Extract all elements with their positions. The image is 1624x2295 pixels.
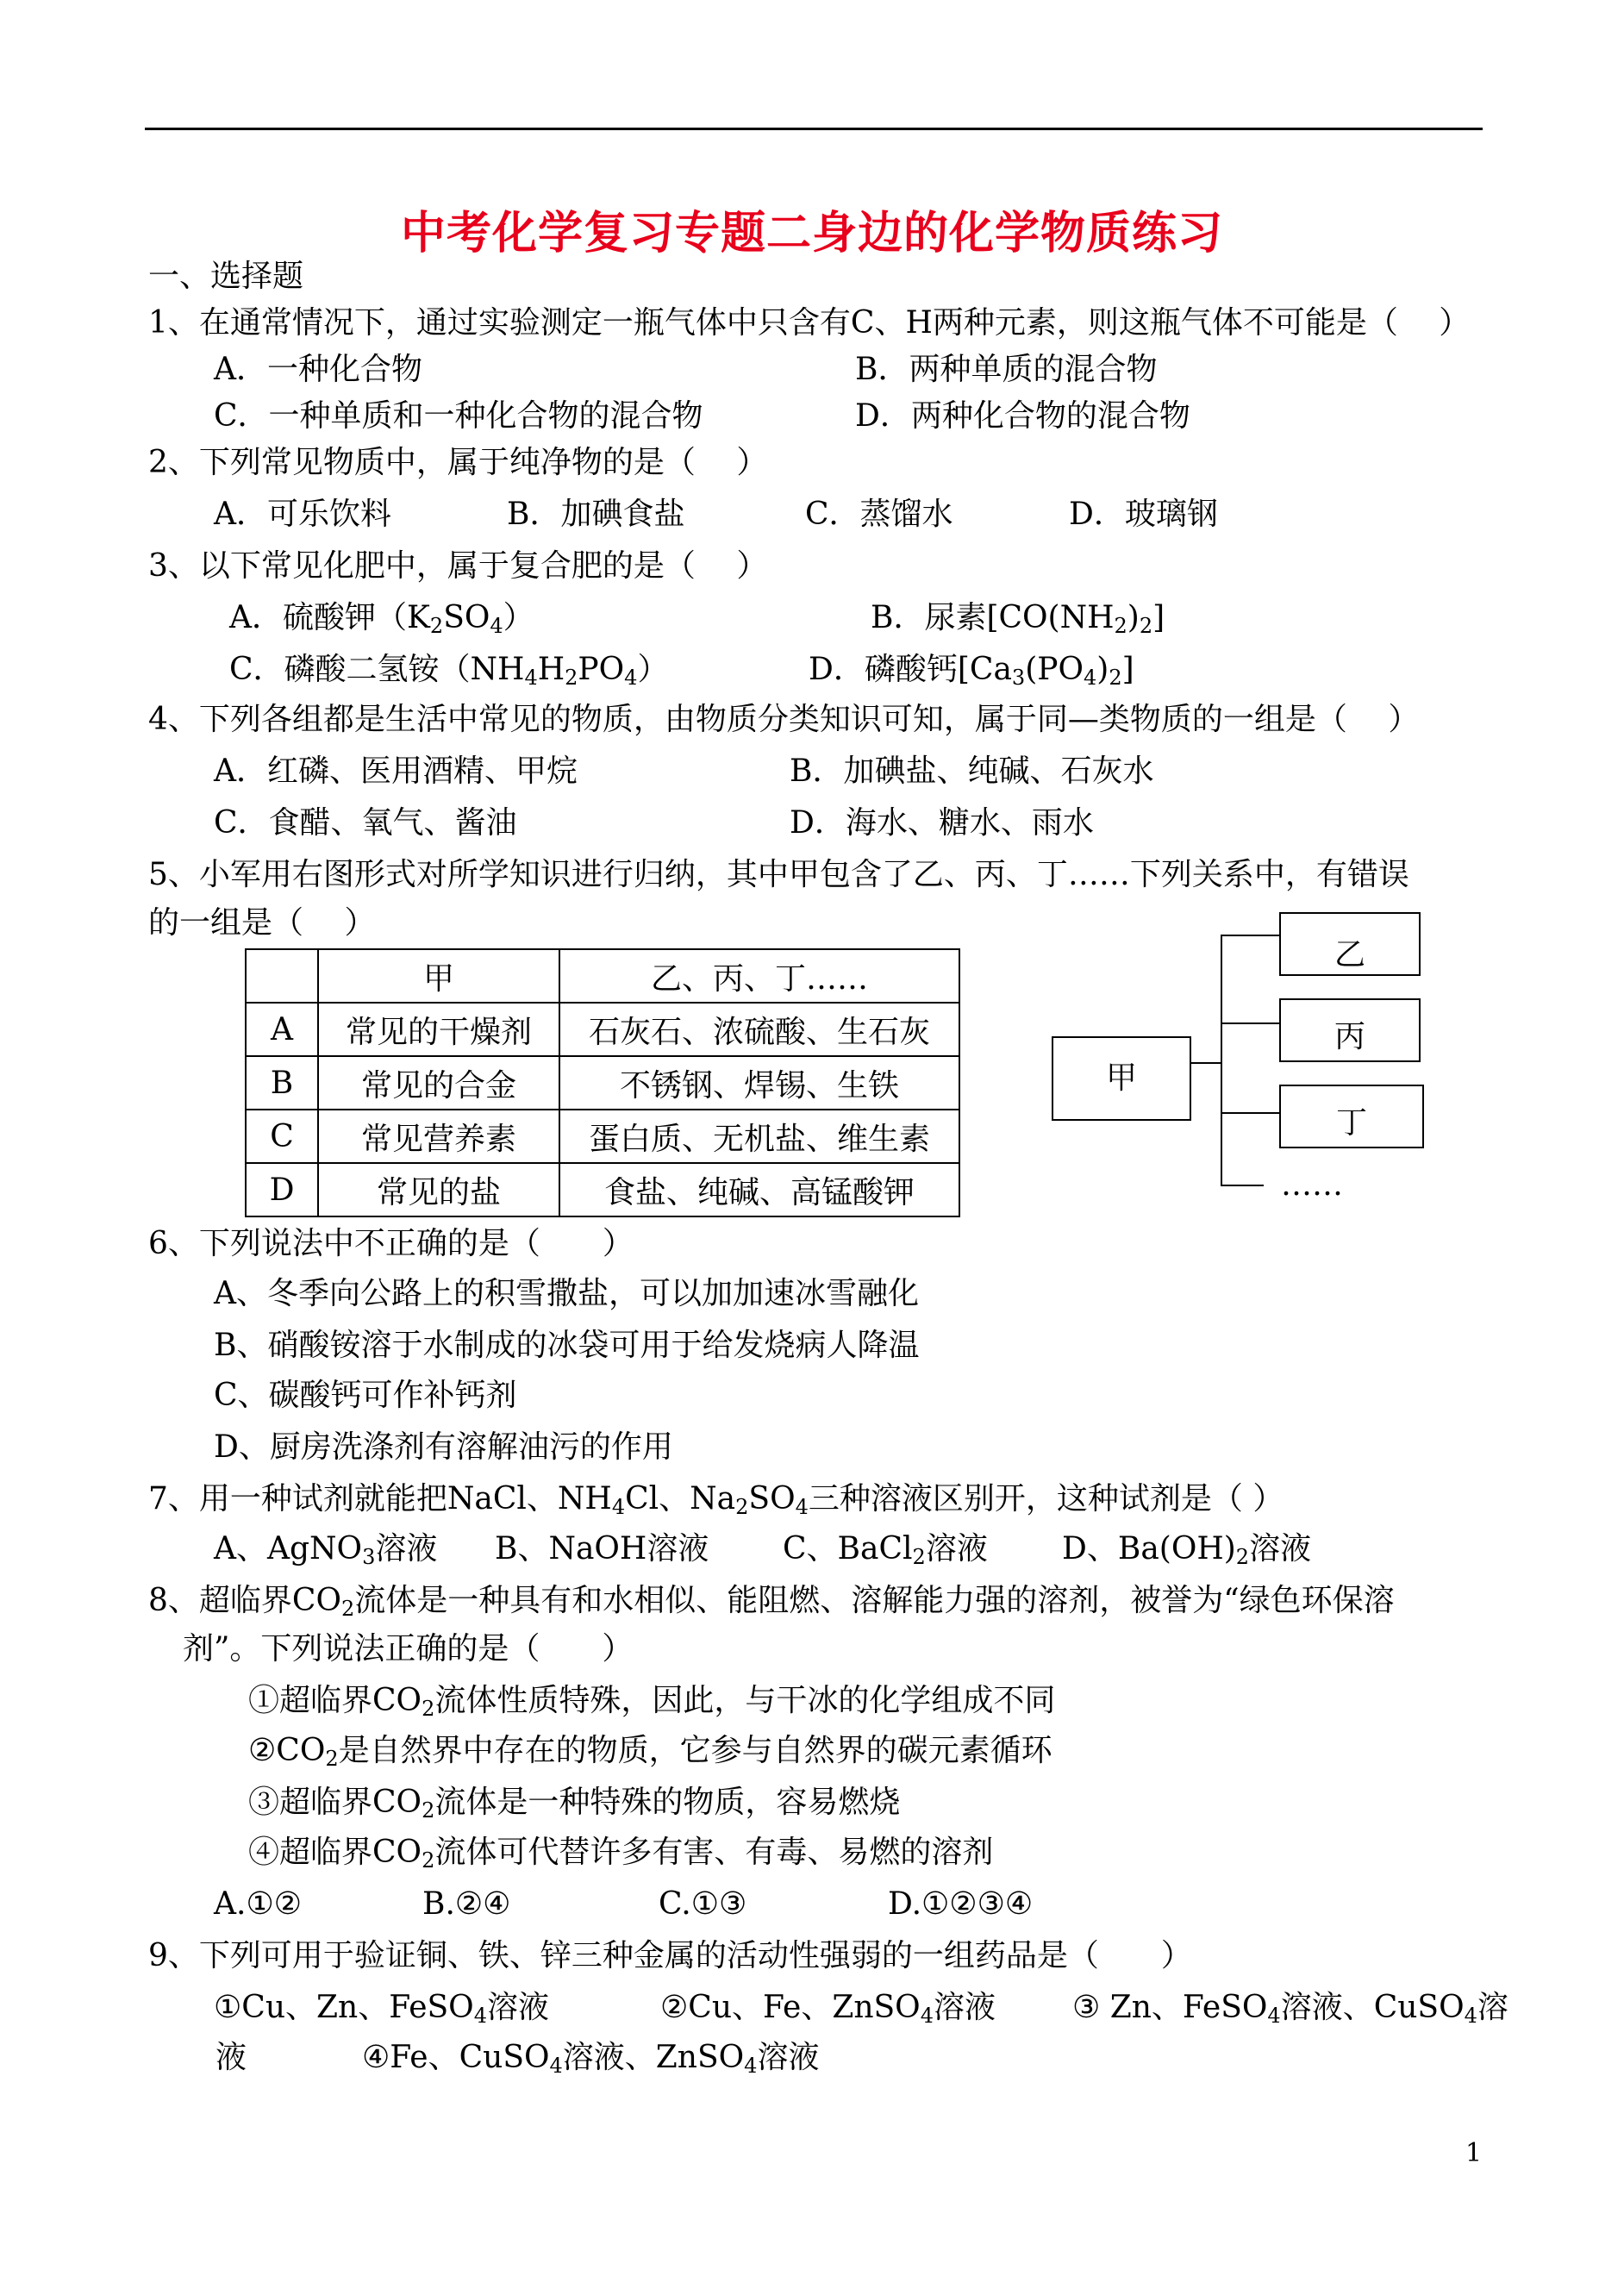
table-row (246, 1163, 959, 1216)
question-5-stem-line1: 5、小军用右图形式对所学知识进行归纳，其中甲包含了乙、丙、丁……下列关系中，有错误 (148, 857, 1409, 892)
table-row (246, 1110, 959, 1163)
q3-option-a: A．硫酸钾$(K_2SO_4)$ (229, 600, 534, 638)
diagram-connector (1221, 1022, 1279, 1024)
q9-option-4: ④Fe、CuSO$_4$溶液、ZnSO$_4$溶液 (362, 2040, 820, 2078)
q1-option-b: B．两种单质的混合物 (855, 352, 1158, 387)
diagram-connector (1221, 1112, 1279, 1114)
table-header-cell: 甲 (318, 949, 559, 1003)
q7-option-b: B、NaOH溶液 (495, 1531, 709, 1566)
q8-option-d: D.①②③④ (888, 1886, 1034, 1922)
question-1-stem: 1、在通常情况下，通过实验测定一瓶气体中只含有C、H两种元素，则这瓶气体不可能是（ ） (148, 305, 1471, 341)
table-row (246, 1056, 959, 1110)
q4-option-d: D．海水、糖水、雨水 (790, 805, 1094, 841)
diagram-connector (1221, 935, 1279, 936)
q2-option-b: B．加碘食盐 (507, 497, 685, 532)
table-cell: B (246, 1056, 318, 1110)
q9-option-1: ①Cu、Zn、FeSO$_4$溶液 (214, 1990, 549, 2028)
question-9-stem: 9、下列可用于验证铜、铁、锌三种金属的活动性强弱的一组药品是（ ） (148, 1938, 1192, 1973)
diagram-branch-box-1: 乙 (1279, 912, 1421, 976)
diagram-connector (1221, 1185, 1264, 1186)
q8-option-b: B.②④ (422, 1886, 511, 1922)
q8-statement-3: ③超临界$CO_2$流体是一种特殊的物质，容易燃烧 (248, 1785, 901, 1823)
q2-option-d: D．玻璃钢 (1069, 497, 1218, 532)
q7-option-a: A、AgNO$_3$溶液 (214, 1531, 438, 1569)
q8-option-c: C.①③ (659, 1886, 747, 1922)
q5-classification-table (245, 948, 960, 1217)
q4-option-b: B．加碘盐、纯碱、石灰水 (790, 754, 1154, 789)
question-5-stem-line2: 的一组是（ ） (148, 905, 376, 941)
question-3-stem: 3、以下常见化肥中，属于复合肥的是（ ） (148, 548, 768, 584)
q8-statement-4: ④超临界$CO_2$流体可代替许多有害、有毒、易燃的溶剂 (248, 1835, 994, 1873)
table-cell: 不锈钢、焊锡、生铁 (559, 1056, 959, 1110)
q9-option-2: ②Cu、Fe、ZnSO$_4$溶液 (660, 1990, 996, 2028)
table-header-cell (246, 949, 318, 1003)
diagram-more-label: …… (1281, 1167, 1343, 1203)
q4-option-a: A．红磷、医用酒精、甲烷 (214, 754, 578, 789)
table-cell: 石灰石、浓硫酸、生石灰 (559, 1003, 959, 1056)
table-cell: 常见的盐 (318, 1163, 559, 1216)
q1-option-d: D．两种化合物的混合物 (855, 398, 1190, 434)
table-cell: C (246, 1110, 318, 1163)
q3-option-b: B．尿素$[CO(NH_2)_2]$ (871, 600, 1165, 638)
header-rule (145, 128, 1483, 130)
diagram-branch-box-3: 丁 (1279, 1085, 1424, 1148)
q6-option-d: D、厨房洗涤剂有溶解油污的作用 (214, 1429, 673, 1465)
section-heading: 一、选择题 (148, 259, 304, 294)
document-title: 中考化学复习专题二身边的化学物质练习 (400, 207, 1223, 260)
table-cell: 常见营养素 (318, 1110, 559, 1163)
q3-option-c: C．磷酸二氢铵$(NH_4H_2PO_4)$ (229, 652, 669, 690)
table-cell: A (246, 1003, 318, 1056)
question-2-stem: 2、下列常见物质中，属于纯净物的是（ ） (148, 445, 768, 480)
table-header-cell: 乙、丙、丁…… (559, 949, 959, 1003)
q7-option-d: D、$Ba(OH)_2$溶液 (1062, 1531, 1312, 1569)
q1-option-a: A．一种化合物 (214, 352, 422, 387)
table-cell: 常见的干燥剂 (318, 1003, 559, 1056)
q3-option-d: D．磷酸钙$[Ca_3(PO_4)_2]$ (809, 652, 1134, 690)
q8-statement-1: ①超临界$CO_2$流体性质特殊，因此，与干冰的化学组成不同 (248, 1683, 1056, 1721)
question-7-stem: 7、用一种试剂就能把NaCl、$NH_4Cl$、$Na_2SO_4$三种溶液区别开，这种试剂是（ ） (148, 1481, 1284, 1519)
diagram-root-box: 甲 (1052, 1036, 1191, 1121)
q6-option-b: B、硝酸铵溶于水制成的冰袋可用于给发烧病人降温 (214, 1328, 920, 1363)
q9-option-3: ③ Zn、FeSO$_4$溶液、CuSO$_4$溶 (1072, 1990, 1508, 2028)
diagram-trunk-line (1221, 935, 1222, 1185)
question-8-stem-line2: 剂”。下列说法正确的是（ ） (183, 1631, 634, 1667)
q9-option-3-wrap: 液 (215, 2040, 247, 2075)
table-cell: 常见的合金 (318, 1056, 559, 1110)
question-6-stem: 6、下列说法中不正确的是（ ） (148, 1226, 634, 1261)
diagram-branch-box-2: 丙 (1279, 998, 1421, 1062)
table-cell: D (246, 1163, 318, 1216)
diagram-connector (1191, 1062, 1221, 1064)
q8-option-a: A.①② (214, 1886, 302, 1922)
q8-statement-2: $②CO_2$是自然界中存在的物质，它参与自然界的碳元素循环 (248, 1733, 1052, 1771)
q2-option-a: A．可乐饮料 (214, 497, 391, 532)
q6-option-c: C、碳酸钙可作补钙剂 (214, 1378, 517, 1413)
q7-option-c: C、BaCl$_2$溶液 (783, 1531, 988, 1569)
table-row (246, 1003, 959, 1056)
q4-option-c: C．食醋、氧气、酱油 (214, 805, 517, 841)
question-4-stem: 4、下列各组都是生活中常见的物质，由物质分类知识可知，属于同—类物质的一组是（ ） (148, 702, 1420, 737)
q1-option-c: C．一种单质和一种化合物的混合物 (214, 398, 703, 434)
q6-option-a: A、冬季向公路上的积雪撒盐，可以加加速冰雪融化 (214, 1276, 919, 1311)
table-cell: 蛋白质、无机盐、维生素 (559, 1110, 959, 1163)
q2-option-c: C．蒸馏水 (805, 497, 953, 532)
question-8-stem-line1: 8、超临界$CO_2$流体是一种具有和水相似、能阻燃、溶解能力强的溶剂，被誉为“绿色环保溶 (148, 1583, 1395, 1621)
table-header-row (246, 949, 959, 1003)
table-cell: 食盐、纯碱、高锰酸钾 (559, 1163, 959, 1216)
page-number: 1 (1465, 2138, 1483, 2168)
